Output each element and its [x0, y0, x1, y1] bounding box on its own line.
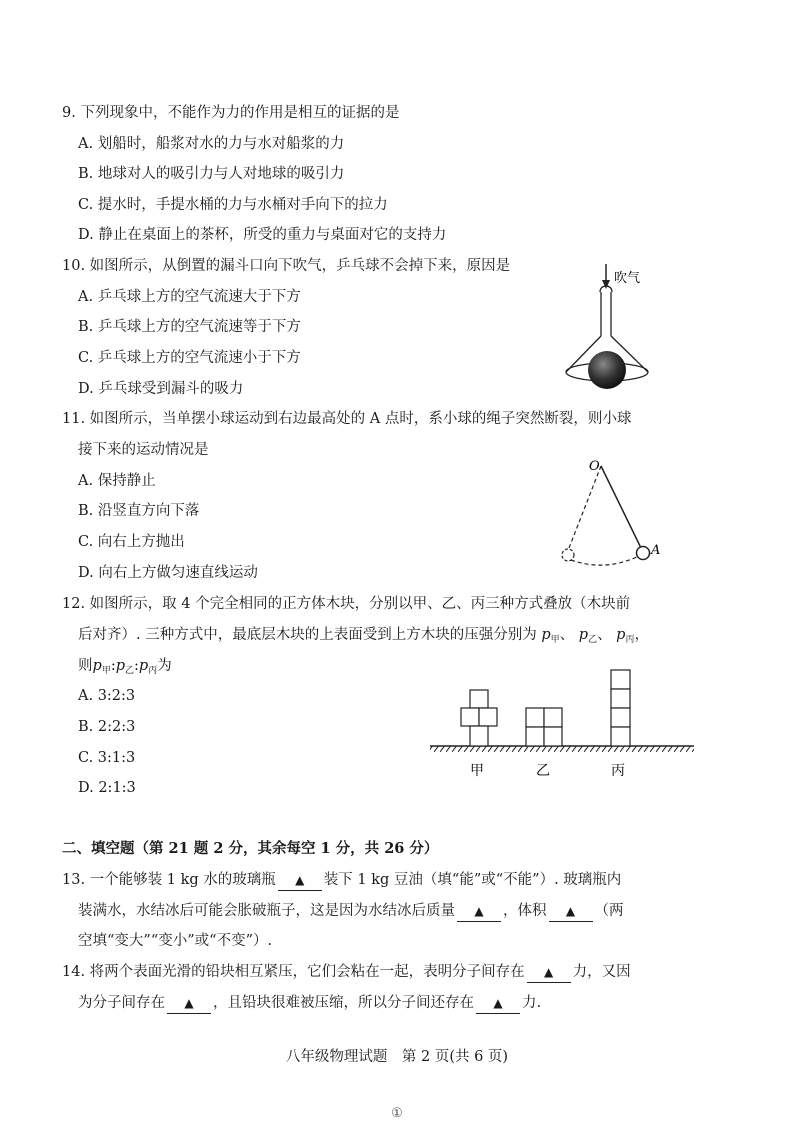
q13-line1: 13. 一个能够装 1 kg 水的玻璃瓶 ▲ 装下 1 kg 豆油（填“能”或“不能”）. 玻璃瓶内 — [62, 870, 621, 891]
section2-title: 二、填空题（第 21 题 2 分，其余每空 1 分，共 26 分） — [62, 840, 439, 857]
q10-option-d: D. 乒乓球受到漏斗的吸力 — [78, 381, 244, 397]
stack-bing — [611, 670, 630, 746]
q11-stem-line2: 接下来的运动情况是 — [78, 442, 209, 458]
bottom-mark: ① — [391, 1106, 403, 1121]
q11-stem-line1: 11. 如图所示，当单摆小球运动到右边最高处的 A 点时，系小球的绳子突然断裂，则小球 — [62, 411, 632, 427]
q13-line2: 装满水，水结冰后可能会胀破瓶子，这是因为水结冰后质量 ▲ ，体积 ▲ （两 — [78, 901, 624, 922]
q9-option-c: C. 提水时，手提水桶的力与水桶对手向下的拉力 — [78, 197, 388, 213]
label-jia: 甲 — [470, 763, 484, 779]
q12-stem-line2: 后对齐）. 三种方式中，最底层木块的上表面受到上方木块的压强分别为 $p_甲$、 $p_乙$、 $p_丙$， — [78, 627, 649, 645]
q11-option-d: D. 向右上方做匀速直线运动 — [78, 565, 258, 581]
q13-blank-1[interactable]: ▲ — [278, 870, 322, 891]
q14-line1: 14. 将两个表面光滑的铅块相互紧压，它们会粘在一起，表明分子间存在 ▲ 力，又因 — [62, 962, 631, 983]
q12-stem-line3: 则$p_甲:p_乙:p_丙$为 — [78, 658, 172, 676]
point-a-label: A — [651, 543, 661, 558]
q13-blank-2[interactable]: ▲ — [457, 901, 501, 922]
stack-jia — [461, 690, 497, 746]
stack-yi — [526, 708, 562, 746]
pivot-label: O — [589, 459, 600, 474]
q12-stem-line1: 12. 如图所示，取 4 个完全相同的正方体木块，分别以甲、乙、丙三种方式叠放（木块前 — [62, 596, 631, 612]
q11-option-c: C. 向右上方抛出 — [78, 534, 185, 550]
funnel-figure — [556, 262, 676, 394]
label-yi: 乙 — [536, 763, 550, 779]
pendulum-figure — [555, 452, 675, 574]
q9-option-d: D. 静止在桌面上的茶杯，所受的重力与桌面对它的支持力 — [78, 227, 447, 243]
q10-option-c: C. 乒乓球上方的空气流速小于下方 — [78, 350, 301, 366]
q14-blank-3[interactable]: ▲ — [476, 993, 520, 1014]
q12-option-a: A. 3:2:3 — [78, 688, 136, 704]
q10-option-a: A. 乒乓球上方的空气流速大于下方 — [78, 289, 301, 305]
ball-at-a — [637, 547, 650, 560]
q14-blank-1[interactable]: ▲ — [527, 962, 571, 983]
q12-option-d: D. 2:1:3 — [78, 780, 136, 796]
blow-label: 吹气 — [614, 271, 641, 286]
page-footer: 八年级物理试题 第 2 页(共 6 页) — [285, 1049, 509, 1065]
q14-line2: 为分子间存在 ▲ ，且铅块很难被压缩，所以分子间还存在 ▲ 力. — [78, 993, 541, 1014]
label-bing: 丙 — [611, 763, 625, 779]
ball-left-dashed — [562, 549, 574, 561]
q11-option-b: B. 沿竖直方向下落 — [78, 503, 200, 519]
q9-option-b: B. 地球对人的吸引力与人对地球的吸引力 — [78, 166, 345, 182]
q13-line3: 空填“变大”“变小”或“不变”）. — [78, 933, 273, 949]
ping-pong-ball — [588, 351, 626, 389]
q12-option-c: C. 3:1:3 — [78, 750, 136, 766]
q11-option-a: A. 保持静止 — [78, 473, 156, 489]
q13-blank-3[interactable]: ▲ — [549, 901, 593, 922]
blocks-figure — [428, 664, 698, 782]
q9-option-a: A. 划船时，船浆对水的力与水对船浆的力 — [78, 136, 345, 152]
q14-blank-2[interactable]: ▲ — [167, 993, 211, 1014]
q10-option-b: B. 乒乓球上方的空气流速等于下方 — [78, 319, 301, 335]
q12-option-b: B. 2:2:3 — [78, 719, 136, 735]
q10-stem: 10. 如图所示，从倒置的漏斗口向下吹气，乒乓球不会掉下来，原因是 — [62, 258, 511, 274]
q9-stem: 9. 下列现象中，不能作为力的作用是相互的证据的是 — [62, 105, 400, 121]
